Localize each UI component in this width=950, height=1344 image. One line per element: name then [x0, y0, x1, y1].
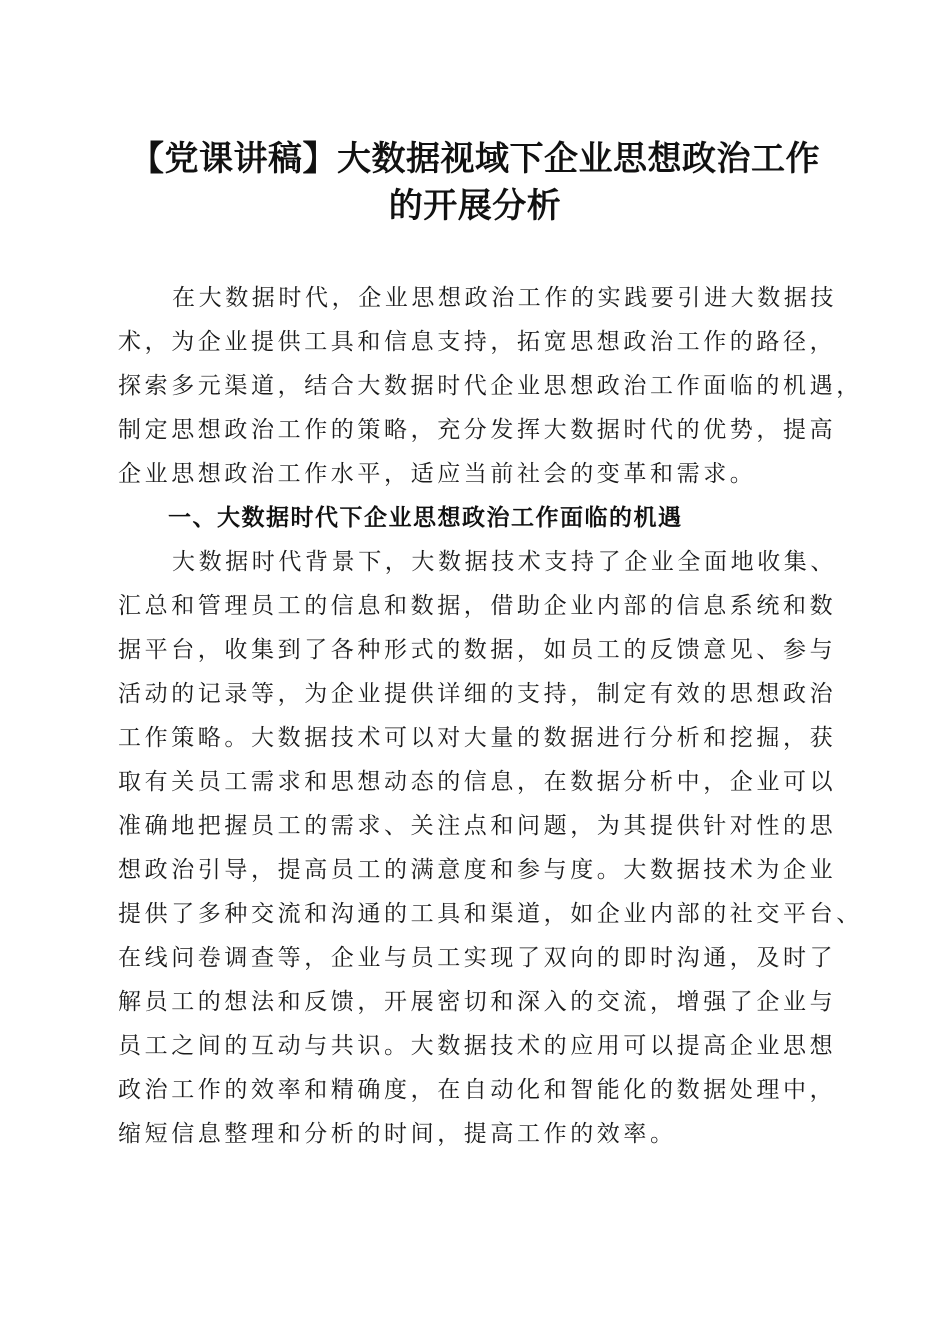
- paragraph-opportunities: [118, 540, 863, 1156]
- document-title: [100, 136, 850, 230]
- paragraph-line: 政治工作的效率和精确度，在自动化和智能化的数据处理中，: [118, 1077, 837, 1103]
- paragraph-line: 取有关员工需求和思想动态的信息，在数据分析中，企业可以: [118, 769, 837, 795]
- title-line: 【党课讲稿】大数据视域下企业思想政治工作: [130, 139, 820, 179]
- document-body: [118, 276, 863, 1156]
- paragraph-line: 制定思想政治工作的策略，充分发挥大数据时代的优势，提高: [118, 417, 837, 443]
- paragraph-line: 在大数据时代，企业思想政治工作的实践要引进大数据技: [172, 285, 837, 311]
- paragraph-line: 活动的记录等，为企业提供详细的支持，制定有效的思想政治: [118, 681, 837, 707]
- paragraph-line: 据平台，收集到了各种形式的数据，如员工的反馈意见、参与: [118, 637, 837, 663]
- paragraph-intro: [118, 276, 863, 496]
- section-heading: 一、大数据时代下企业思想政治工作面临的机遇: [168, 505, 683, 531]
- paragraph-line: 汇总和管理员工的信息和数据，借助企业内部的信息系统和数: [118, 593, 837, 619]
- paragraph-line: 想政治引导，提高员工的满意度和参与度。大数据技术为企业: [118, 857, 837, 883]
- paragraph-line: 解员工的想法和反馈，开展密切和深入的交流，增强了企业与: [118, 989, 837, 1015]
- paragraph-line: 提供了多种交流和沟通的工具和渠道，如企业内部的社交平台、: [118, 901, 863, 927]
- paragraph-line: 准确地把握员工的需求、关注点和问题，为其提供针对性的思: [118, 813, 837, 839]
- paragraph-line: 在线问卷调查等，企业与员工实现了双向的即时沟通，及时了: [118, 945, 837, 971]
- paragraph-line: 探索多元渠道，结合大数据时代企业思想政治工作面临的机遇，: [118, 373, 863, 399]
- paragraph-line: 工作策略。大数据技术可以对大量的数据进行分析和挖掘，获: [118, 725, 837, 751]
- paragraph-line: 术，为企业提供工具和信息支持，拓宽思想政治工作的路径，: [118, 329, 837, 355]
- paragraph-line: 员工之间的互动与共识。大数据技术的应用可以提高企业思想: [118, 1033, 837, 1059]
- paragraph-line: 大数据时代背景下，大数据技术支持了企业全面地收集、: [172, 549, 837, 575]
- title-line: 的开展分析: [388, 186, 562, 226]
- paragraph-line: 缩短信息整理和分析的时间，提高工作的效率。: [118, 1121, 677, 1147]
- paragraph-line: 企业思想政治工作水平，适应当前社会的变革和需求。: [118, 461, 757, 487]
